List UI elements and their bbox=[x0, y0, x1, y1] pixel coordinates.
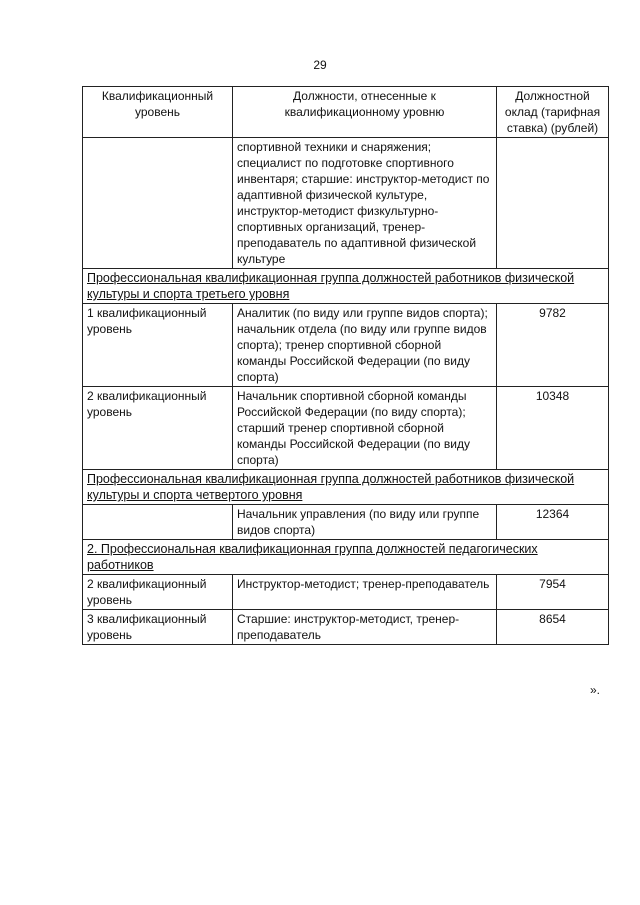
group-heading bbox=[83, 269, 609, 304]
table-row bbox=[83, 575, 609, 610]
cell-salary: 10348 bbox=[497, 387, 609, 470]
cell-level: 2 квалификационный уровень bbox=[83, 575, 233, 610]
cell-positions: Начальник спортивной сборной команды Российской Федерации (по виду спорта); старший тренер спортивной сборной команды Российской Федерации (по виду спорта) bbox=[233, 387, 497, 470]
group-heading-text: 2. Профессиональная квалификационная группа должностей педагогических работников bbox=[87, 542, 538, 572]
cell-positions: Старшие: инструктор-методист, тренер-преподаватель bbox=[233, 610, 497, 645]
group-heading-row bbox=[83, 470, 609, 505]
cell-salary: 9782 bbox=[497, 304, 609, 387]
cell-level bbox=[83, 138, 233, 269]
cell-salary bbox=[497, 138, 609, 269]
table-row bbox=[83, 304, 609, 387]
cell-salary: 7954 bbox=[497, 575, 609, 610]
closing-quote-mark: ». bbox=[590, 683, 601, 697]
group-heading bbox=[83, 470, 609, 505]
qualification-table bbox=[82, 86, 609, 645]
cell-level: 3 квалификационный уровень bbox=[83, 610, 233, 645]
group-heading-row bbox=[83, 269, 609, 304]
group-heading-text: Профессиональная квалификационная группа должностей работников физической культуры и спорта третьего уровня bbox=[87, 271, 575, 301]
header-positions: Должности, отнесенные к квалификационному уровню bbox=[233, 87, 497, 138]
cell-salary: 12364 bbox=[497, 505, 609, 540]
cell-level bbox=[83, 505, 233, 540]
header-salary: Должностной оклад (тарифная ставка) (рублей) bbox=[497, 87, 609, 138]
cell-level: 1 квалификационный уровень bbox=[83, 304, 233, 387]
group-heading bbox=[83, 540, 609, 575]
group-heading-row bbox=[83, 540, 609, 575]
page-number: 29 bbox=[313, 58, 327, 72]
cell-positions: Начальник управления (по виду или группе видов спорта) bbox=[233, 505, 497, 540]
table-row bbox=[83, 387, 609, 470]
cell-level: 2 квалификационный уровень bbox=[83, 387, 233, 470]
group-heading-text: Профессиональная квалификационная группа должностей работников физической культуры и спорта четвертого уровня bbox=[87, 472, 575, 502]
table-row bbox=[83, 610, 609, 645]
cell-salary: 8654 bbox=[497, 610, 609, 645]
cell-positions: Инструктор-методист; тренер-преподаватель bbox=[233, 575, 497, 610]
cell-positions: Аналитик (по виду или группе видов спорта); начальник отдела (по виду или группе видов спорта); тренер спортивной сборной команды Российской Федерации (по виду спорта) bbox=[233, 304, 497, 387]
header-level: Квалификационный уровень bbox=[83, 87, 233, 138]
table-row bbox=[83, 505, 609, 540]
table-row bbox=[83, 138, 609, 269]
cell-positions: спортивной техники и снаряжения; специалист по подготовке спортивного инвентаря; старшие: инструктор-методист по адаптивной физической культуре, инструктор-методист физкультурно-спортивных организаций, тренер-преподаватель по адаптивной физической культуре bbox=[233, 138, 497, 269]
table-header-row bbox=[83, 87, 609, 138]
